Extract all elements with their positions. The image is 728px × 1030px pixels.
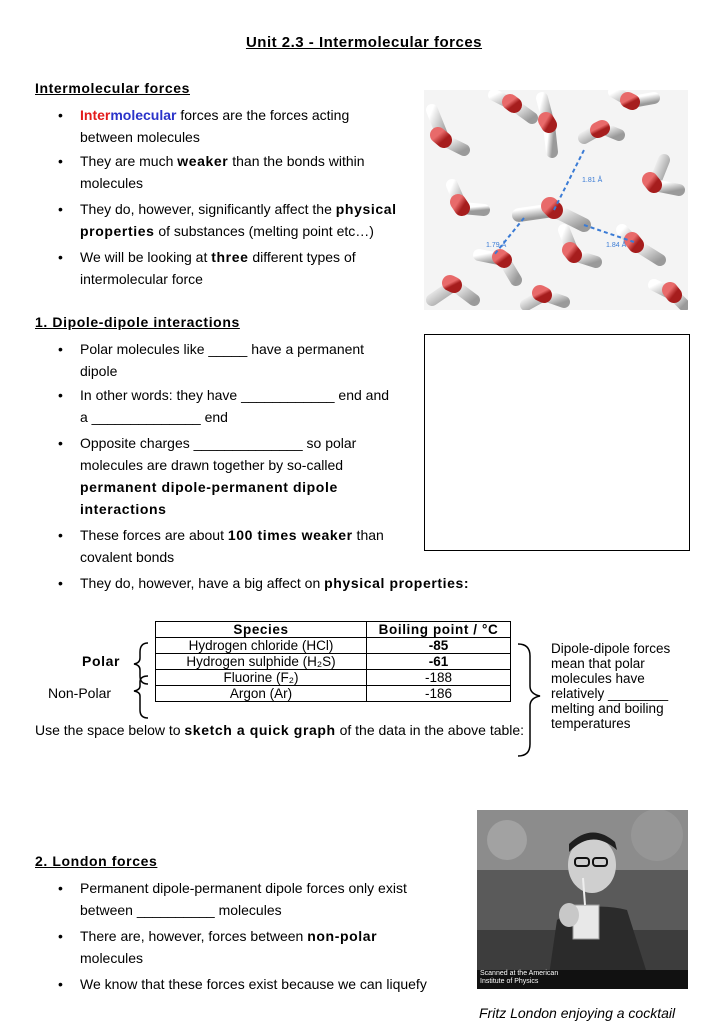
bullet-text: molecules	[80, 175, 144, 191]
water-molecules-image	[424, 90, 688, 310]
table-row	[156, 686, 511, 702]
bp-cell: -186	[367, 686, 511, 702]
side-note-line: melting and boiling	[551, 701, 664, 716]
bullet-text: They are much	[80, 153, 178, 169]
bold-text: weaker	[177, 153, 229, 169]
water-molecule	[542, 98, 552, 152]
credit-line: Scanned at the American	[480, 970, 559, 977]
table-header: Species	[156, 622, 367, 638]
bold-text: permanent dipole-permanent dipole	[80, 479, 338, 495]
bullet-item: • Permanent dipole-permanent dipole forces only exist between __________ molecules	[58, 880, 407, 918]
molecular-blue-text: molecular	[110, 107, 177, 123]
left-braces	[128, 640, 154, 722]
photo-credit	[480, 970, 558, 986]
bond-length-label: 1.81 Å	[582, 177, 603, 184]
bullet-text: a ______________ end	[80, 409, 228, 425]
water-molecule	[564, 230, 596, 262]
side-note-line: relatively ________	[551, 686, 669, 701]
water-molecule	[584, 128, 619, 138]
prompt-text: Use the space below to	[35, 722, 185, 738]
water-molecule	[614, 92, 654, 102]
water-molecule	[526, 293, 564, 305]
side-note-line: molecules have	[551, 671, 645, 686]
bullet-text: than the bonds within	[228, 153, 365, 169]
photo-caption: Fritz London enjoying a cocktail	[479, 1005, 676, 1021]
bond-length-label: 1.79 Å	[486, 242, 507, 249]
bullet-text: between molecules	[80, 129, 200, 145]
bullet-text: molecules are drawn together by so-called	[80, 457, 344, 473]
bullet-text: We will be looking at	[80, 249, 212, 265]
bullet-text: forces are the forces acting	[176, 107, 350, 123]
water-molecule	[452, 185, 484, 210]
bullet-item: • We will be looking at three different types of intermolecular force	[58, 249, 356, 287]
bullet-text: Polar molecules like _____ have a permanent	[80, 341, 365, 357]
boiling-point-table	[155, 621, 511, 702]
water-molecule	[650, 160, 679, 190]
bullet-text: dipole	[80, 363, 118, 379]
side-note	[551, 641, 701, 731]
page-title: Unit 2.3 - Intermolecular forces	[245, 34, 483, 51]
bullet-text: covalent bonds	[80, 549, 175, 565]
inter-red-text: Inter	[80, 107, 111, 123]
species-cell: Hydrogen sulphide (H₂S)	[156, 654, 367, 670]
water-molecule	[479, 255, 516, 280]
prompt-text: of the data in the above table:	[335, 722, 525, 738]
bullet-text: intermolecular force	[80, 271, 203, 287]
section-heading-intermolecular: Intermolecular forces	[35, 80, 190, 96]
side-note-line: mean that polar	[551, 656, 645, 671]
bullet-item: • In other words: they have ____________ end and a ______________ end	[58, 387, 390, 425]
bullet-text: between __________ molecules	[80, 902, 282, 918]
bond-length-label: 1.84 Å	[606, 242, 627, 249]
bullet-text: These forces are about	[80, 527, 228, 543]
bold-text: sketch a quick graph	[184, 722, 336, 738]
bullet-text: Opposite charges ______________ so polar	[80, 435, 357, 451]
drawing-box[interactable]	[424, 334, 690, 551]
bullet-item: • Opposite charges ______________ so polar molecules are drawn together by so-called permanent dipole-permanent dipole interactions	[58, 435, 357, 517]
bullet-item: • They do, however, have a big affect on physical properties:	[58, 575, 470, 591]
bullet-text: than	[352, 527, 384, 543]
side-note-line: Dipole-dipole forces	[551, 641, 671, 656]
bullet-text: molecules	[80, 950, 144, 966]
bullet-item: • Polar molecules like _____ have a permanent dipole	[58, 341, 365, 379]
bold-text: non-polar	[307, 928, 378, 944]
bp-cell: -61	[367, 654, 511, 670]
section-heading-london: 2. London forces	[35, 853, 158, 869]
fritz-london-photo	[477, 810, 688, 989]
bp-cell: -188	[367, 670, 511, 686]
bullet-text: of substances (melting point etc…)	[154, 223, 374, 239]
bullet-text: We know that these forces exist because we can liquefy	[80, 976, 427, 992]
bp-cell: -85	[367, 638, 511, 654]
bold-text: physical properties:	[324, 575, 470, 591]
bullet-item: • Intermolecular forces are the forces acting between molecules	[58, 107, 350, 145]
water-hydrogen-bond-diagram	[424, 90, 688, 310]
water-molecule	[654, 285, 684, 305]
species-cell: Fluorine (F₂)	[156, 670, 367, 686]
nonpolar-label: Non-Polar	[48, 685, 112, 701]
species-cell: Argon (Ar)	[156, 686, 367, 702]
table-row	[156, 654, 511, 670]
bold-text: physical	[335, 201, 397, 217]
right-brace	[512, 640, 548, 760]
table-header: Boiling point / °C	[367, 622, 511, 638]
species-cell: Hydrogen chloride (HCl)	[156, 638, 367, 654]
water-molecule	[432, 283, 474, 300]
water-molecule	[622, 230, 660, 260]
table-row	[156, 670, 511, 686]
bullet-text: There are, however, forces between	[80, 928, 308, 944]
photo-illustration	[477, 810, 688, 989]
table-row	[156, 638, 511, 654]
section-heading-dipole: 1. Dipole-dipole interactions	[35, 314, 240, 330]
bullet-item: • They do, however, significantly affect the physical properties of substances (melting point etc…)	[58, 201, 397, 239]
bullet-item: • These forces are about 100 times weaker than covalent bonds	[58, 527, 384, 565]
polar-label: Polar	[82, 653, 121, 669]
bullet-item: • They are much weaker than the bonds within molecules	[58, 153, 365, 191]
water-molecule	[494, 95, 532, 118]
bullet-text: Permanent dipole-permanent dipole forces only exist	[80, 880, 407, 896]
bullet-item: • There are, however, forces between non-polar molecules	[58, 928, 378, 966]
credit-line: Institute of Physics	[480, 978, 539, 985]
bullet-text: different types of	[248, 249, 356, 265]
bold-text: three	[211, 249, 249, 265]
bold-text: interactions	[80, 501, 167, 517]
water-molecule	[432, 110, 464, 150]
bullet-text: In other words: they have ____________ end and	[80, 387, 390, 403]
bold-text: properties	[80, 223, 155, 239]
water-molecule	[519, 206, 584, 225]
bold-text: 100 times weaker	[227, 527, 353, 543]
bullet-text: They do, however, have a big affect on	[80, 575, 325, 591]
bullet-text: They do, however, significantly affect the	[80, 201, 336, 217]
bullet-item: • We know that these forces exist because we can liquefy	[58, 976, 427, 992]
nonpolar-brace	[134, 676, 148, 718]
side-note-line: temperatures	[551, 716, 631, 731]
sketch-prompt	[35, 722, 524, 738]
